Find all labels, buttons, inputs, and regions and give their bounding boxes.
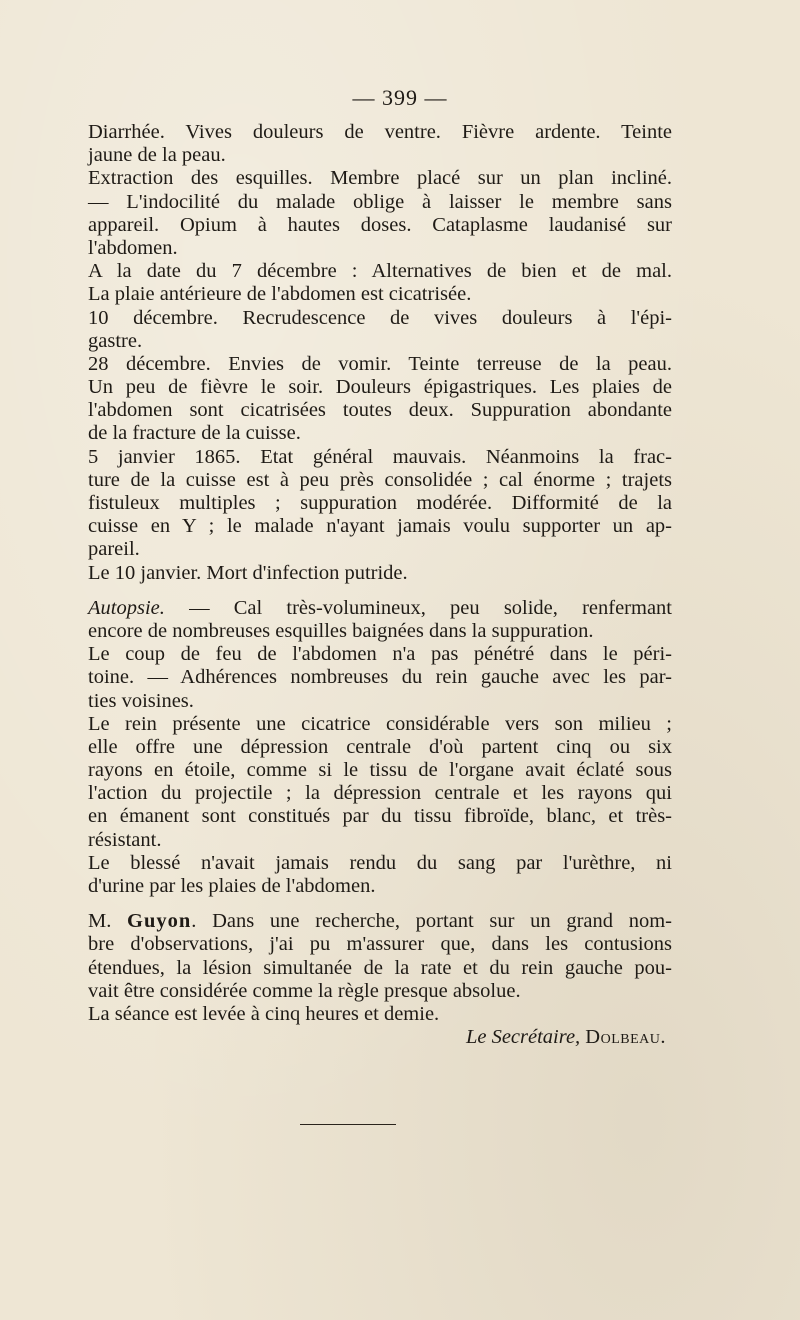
text-line: Le rein présente une cicatrice considérable vers son milieu ; [88,712,672,735]
text-line: rayons en étoile, comme si le tissu de l'organe avait éclaté sous [88,759,672,782]
text-line: encore de nombreuses esquilles baignées dans la suppuration. [88,619,594,642]
text-line: — L'indocilité du malade oblige à laisser le membre sans [88,190,672,213]
autopsy-line [88,597,672,620]
text-line: toine. — Adhérences nombreuses du rein gauche avec les par- [88,666,672,689]
text-line: 28 décembre. Envies de vomir. Teinte terreuse de la peau. [88,352,672,375]
text-line: pareil. [88,538,140,561]
speaker-prefix: M. [88,910,112,933]
text-line: vait être considérée comme la règle presque absolue. [88,979,521,1002]
text-line: appareil. Opium à hautes doses. Cataplasme laudanisé sur [88,213,672,236]
text-line: gastre. [88,329,143,352]
text-line: Diarrhée. Vives douleurs de ventre. Fièvre ardente. Teinte [88,121,672,143]
text-line: Le coup de feu de l'abdomen n'a pas pénétré dans le péri- [88,643,672,666]
text-line: ties voisines. [88,689,194,712]
text-line: Le blessé n'avait jamais rendu du sang par l'urèthre, ni [88,851,672,874]
text-line: étendues, la lésion simultanée de la rate et du rein gauche pou- [88,956,672,979]
text-line: jaune de la peau. [88,144,226,167]
text-line: l'abdomen sont cicatrisées toutes deux. Suppuration abondante [88,399,672,422]
text-line: bre d'observations, j'ai pu m'assurer que, dans les contusions [88,933,672,956]
speaker-name: Guyon [127,910,192,933]
paragraph-gap [88,898,672,910]
paragraph-gap [88,585,672,597]
signature-name: Dolbeau. [585,1026,666,1049]
text-line: de la fracture de la cuisse. [88,422,301,445]
text-line: l'abdomen. [88,236,178,259]
text-line: fistuleux multiples ; suppuration modérée. Difformité de la [88,492,672,514]
text-line: elle offre une dépression centrale d'où partent cinq ou six [88,735,672,758]
page-number: — 399 — [352,85,448,110]
text-line: A la date du 7 décembre : Alternatives de bien et de mal. [88,260,672,283]
signature-title: Le Secrétaire, [465,1026,581,1049]
text-line: l'action du projectile ; la dépression centrale et les rayons qui [88,782,672,805]
text-line: d'urine par les plaies de l'abdomen. [88,875,376,897]
text-line: 10 décembre. Recrudescence de vives douleurs à l'épi- [88,306,672,329]
signature [88,1026,672,1049]
text-line: La plaie antérieure de l'abdomen est cicatrisée. [88,283,472,306]
autopsy-label: Autopsie. [88,596,165,619]
speaker-text: . Dans une recherche, portant sur un grand nom- [191,910,672,933]
closing-rule [300,1124,396,1125]
body-text [88,121,672,1049]
speaker-line [88,910,672,933]
autopsy-text: — Cal très-volumineux, peu solide, renfermant [189,596,672,619]
text-line: résistant. [88,828,162,851]
text-line: Le 10 janvier. Mort d'infection putride. [88,561,408,584]
text-line: cuisse en Y ; le malade n'ayant jamais voulu supporter un ap- [88,515,672,538]
text-line: Extraction des esquilles. Membre placé sur un plan incliné. [88,167,672,190]
text-line: La séance est levée à cinq heures et demie. [88,1002,440,1025]
text-line: Un peu de fièvre le soir. Douleurs épigastriques. Les plaies de [88,376,672,399]
text-line: en émanent sont constitués par du tissu fibroïde, blanc, et très- [88,805,672,828]
text-line: 5 janvier 1865. Etat général mauvais. Néanmoins la frac- [88,445,672,468]
text-line: ture de la cuisse est à peu près consolidée ; cal énorme ; trajets [88,468,672,491]
